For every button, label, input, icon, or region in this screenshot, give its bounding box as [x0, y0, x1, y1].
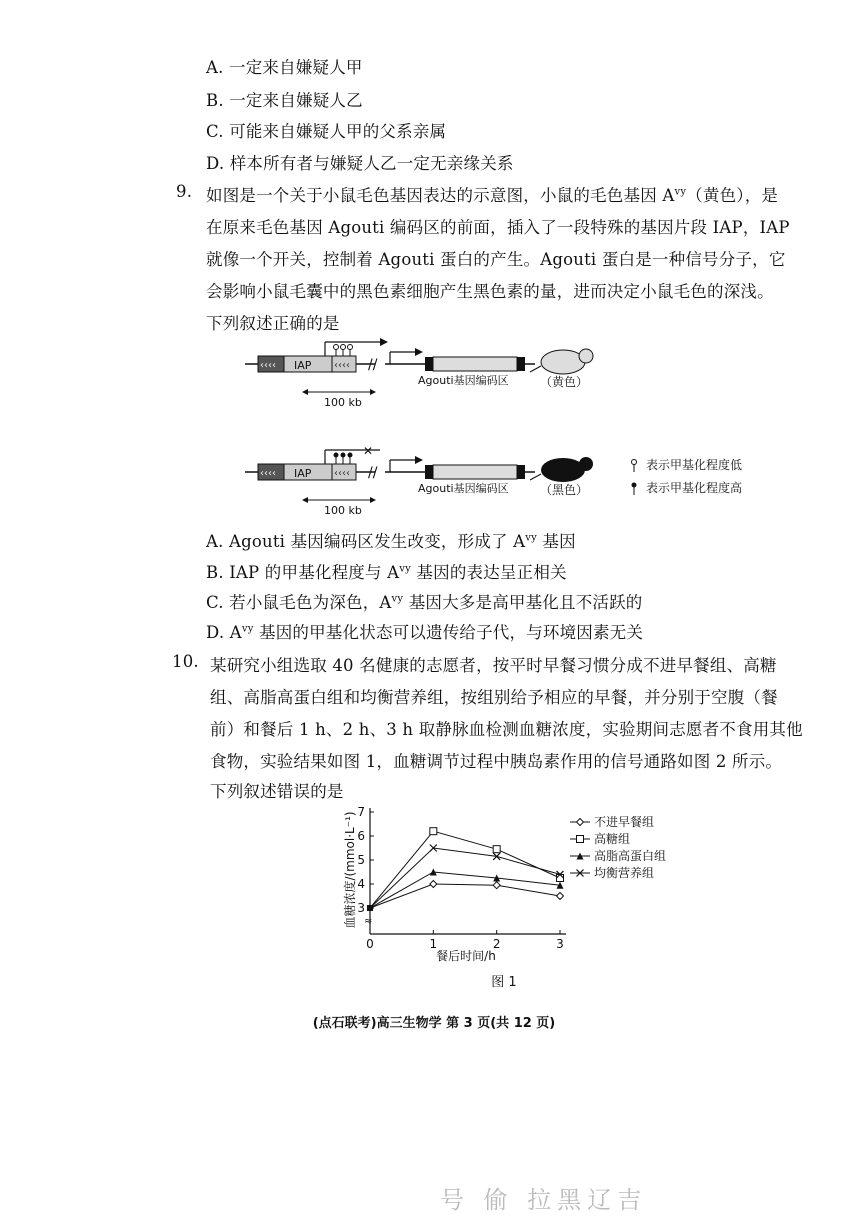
q10-stem-line-4: 食物，实验结果如图 1，血糖调节过程中胰岛素作用的信号通路如图 2 所示。 [210, 752, 783, 771]
q10-number: 10. [172, 652, 199, 671]
data-point [430, 828, 437, 835]
svg-text:‹‹‹‹: ‹‹‹‹ [260, 360, 276, 371]
series-1 [367, 828, 564, 911]
distance-label-top: 100 kb [324, 396, 362, 409]
data-point [493, 882, 500, 889]
iap-label-2: IAP [294, 467, 312, 480]
data-point [430, 881, 437, 888]
chart-caption: 图 1 [491, 975, 517, 990]
q10-stem-line-1: 某研究小组选取 40 名健康的志愿者，按平时早餐习惯分成不进早餐组、高糖 [210, 656, 777, 675]
data-point [557, 893, 564, 900]
y-tick-label: 5 [357, 853, 365, 867]
q10-stem-line-3: 前）和餐后 1 h、2 h、3 h 取静脉血检测血糖浓度，实验期间志愿者不食用其他 [210, 720, 803, 739]
q8-option-a: A. 一定来自嫌疑人甲 [206, 58, 363, 77]
chart-series [367, 828, 564, 911]
black-mouse-icon [530, 457, 593, 482]
diagram-row-yellow [245, 338, 593, 409]
chart-axes [364, 808, 566, 934]
distance-label-bottom: 100 kb [324, 504, 362, 517]
data-point [577, 836, 584, 843]
x-tick-label: 2 [492, 937, 501, 951]
q9-stem-line-1: 如图是一个关于小鼠毛色基因表达的示意图，小鼠的毛色基因 $A^{vy}$（黄色），是 [206, 186, 779, 205]
black-label: （黑色） [540, 483, 589, 497]
series-line [370, 831, 560, 908]
svg-text://: // [368, 465, 378, 481]
legend-entry [570, 831, 630, 846]
q9-number: 9. [176, 182, 193, 201]
q9-option-b: B. IAP 的甲基化程度与 $A^{vy}$ 基因的表达呈正相关 [206, 563, 567, 582]
iap-label: IAP [294, 359, 312, 372]
y-tick-label: 4 [357, 877, 365, 891]
q9-option-d: D. $A^{vy}$ 基因的甲基化状态可以遗传给子代，与环境因素无关 [206, 623, 644, 642]
legend-label: 高脂高蛋白组 [594, 849, 667, 863]
page-footer: (点石联考)高三生物学 第 3 页(共 12 页) [312, 1016, 556, 1031]
q9-stem-line-4: 会影响小鼠毛囊中的黑色素细胞产生黑色素的量，进而决定小鼠毛色的深浅。 [206, 282, 774, 301]
svg-text:‹‹‹‹: ‹‹‹‹ [334, 360, 350, 371]
svg-text:‹‹‹‹: ‹‹‹‹ [334, 468, 350, 479]
data-point [493, 846, 500, 853]
chart-legend [570, 814, 666, 880]
coding-label-2: Agouti基因编码区 [418, 482, 509, 495]
legend-high-text: 表示甲基化程度高 [646, 481, 743, 495]
agouti-coding-region [433, 357, 517, 371]
legend-label: 高糖组 [594, 832, 631, 846]
q9-stem-line-2: 在原来毛色基因 Agouti 编码区的前面，插入了一段特殊的基因片段 IAP，IAP [206, 218, 790, 237]
series-3 [367, 845, 564, 912]
q9-stem-line-5: 下列叙述正确的是 [206, 314, 340, 333]
y-tick-label: 6 [357, 829, 365, 843]
data-point [557, 875, 564, 882]
methyl-low-markers [334, 345, 353, 357]
diagram-row-black [245, 444, 593, 517]
blocked-x-icon: ✕ [363, 444, 374, 458]
series-2 [367, 869, 564, 912]
y-tick-label: 3 [357, 901, 365, 915]
q9-gene-diagram [230, 338, 790, 528]
yellow-mouse-icon [530, 349, 593, 374]
svg-text:‹‹‹‹: ‹‹‹‹ [260, 468, 276, 479]
series-0 [367, 881, 564, 912]
chart-ticks [357, 805, 563, 951]
blood-glucose-chart [330, 800, 710, 1000]
x-tick-label: 1 [429, 937, 438, 951]
legend-entry [570, 865, 654, 880]
series-line [370, 848, 560, 908]
q8-option-c: C. 可能来自嫌疑人甲的父系亲属 [206, 122, 447, 141]
watermark: 号 偷 拉黑辽吉 [440, 1186, 648, 1214]
q10-stem-line-2: 组、高脂高蛋白组和均衡营养组，按组别给予相应的早餐，并分别于空腹（餐 [210, 688, 778, 707]
coding-label: Agouti基因编码区 [418, 374, 509, 387]
chart-xlabel: 餐后时间/h [436, 949, 496, 963]
yellow-label: （黄色） [540, 375, 589, 389]
q8-option-d: D. 样本所有者与嫌疑人乙一定无亲缘关系 [206, 154, 514, 173]
legend-label: 不进早餐组 [594, 815, 655, 829]
methylation-legend [632, 457, 743, 495]
legend-entry [570, 848, 666, 863]
q8-option-b: B. 一定来自嫌疑人乙 [206, 91, 363, 110]
q10-stem-line-5: 下列叙述错误的是 [210, 782, 344, 801]
q9-option-a: A. Agouti 基因编码区发生改变，形成了 $A^{vy}$ 基因 [206, 532, 576, 551]
series-line [370, 884, 560, 908]
chart-ylabel: 血糖浓度/(mmol·L⁻¹) [343, 811, 357, 929]
svg-text://: // [368, 357, 378, 373]
data-point [367, 905, 373, 911]
axis-break-mark: ≈ [364, 916, 373, 927]
y-tick-label: 7 [357, 805, 365, 819]
x-tick-label: 3 [556, 937, 564, 951]
legend-entry [570, 814, 654, 829]
data-point [577, 819, 584, 826]
series-line [370, 872, 560, 908]
legend-label: 均衡营养组 [594, 866, 655, 880]
x-tick-label: 0 [366, 937, 374, 951]
methyl-high-markers [334, 453, 353, 465]
q9-stem-line-3: 就像一个开关，控制着 Agouti 蛋白的产生。Agouti 蛋白是一种信号分子，它 [206, 250, 786, 269]
legend-low-text: 表示甲基化程度低 [646, 458, 743, 472]
q9-option-c: C. 若小鼠毛色为深色，$A^{vy}$ 基因大多是高甲基化且不活跃的 [206, 593, 643, 612]
